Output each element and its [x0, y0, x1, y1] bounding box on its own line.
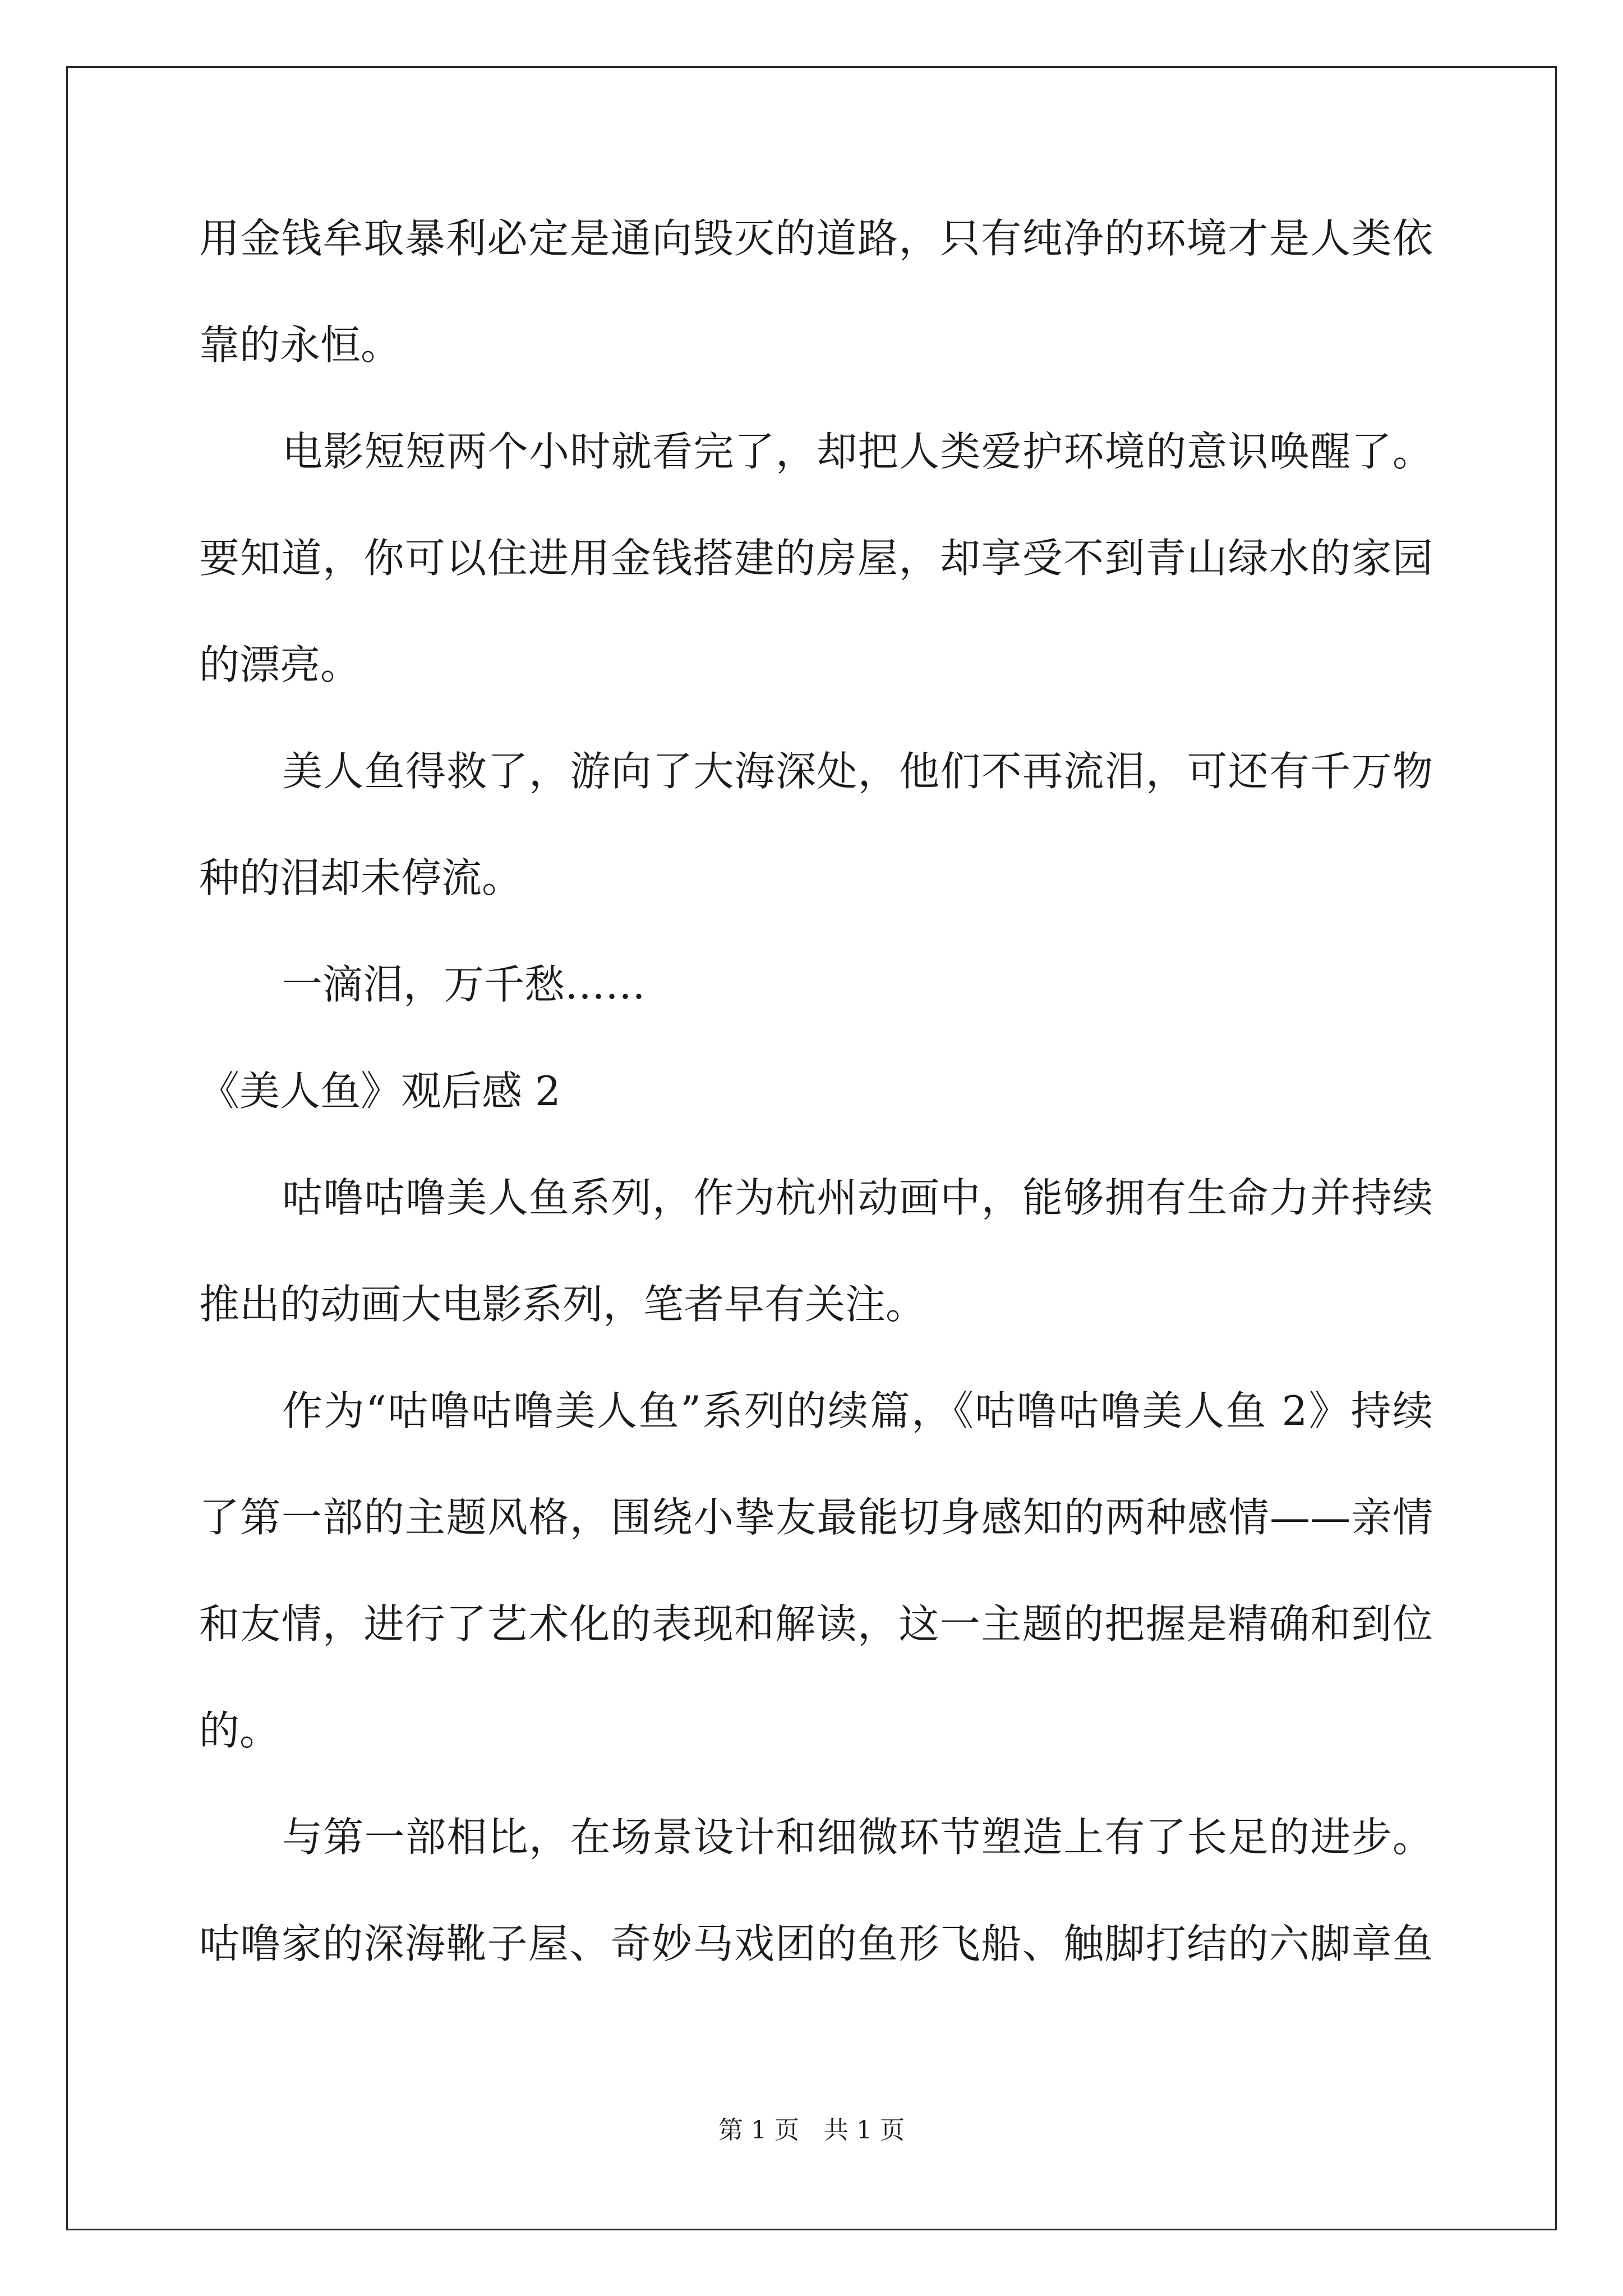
text-line: 美人鱼得救了，游向了大海深处，他们不再流泪，可还有千万物 — [282, 748, 1433, 795]
page-border — [66, 66, 1557, 2230]
text-line: 的漂亮。 — [199, 641, 361, 688]
page-footer: 第 1 页 共 1 页 — [718, 2116, 905, 2145]
text-line: 靠的永恒。 — [199, 321, 402, 369]
text-line: 一滴泪，万千愁…… — [282, 961, 646, 1008]
text-line: 要知道，你可以住进用金钱搭建的房屋，却享受不到青山绿水的家园 — [199, 535, 1433, 582]
text-line: 用金钱牟取暴利必定是通向毁灭的道路，只有纯净的环境才是人类依 — [199, 215, 1433, 262]
text-line: 作为“咕噜咕噜美人鱼”系列的续篇，《咕噜咕噜美人鱼 2》持续 — [282, 1387, 1433, 1434]
text-line: 的。 — [199, 1707, 280, 1754]
section-heading: 《美人鱼》观后感 2 — [199, 1068, 561, 1115]
text-line: 电影短短两个小时就看完了，却把人类爱护环境的意识唤醒了。 — [282, 428, 1433, 475]
text-line: 推出的动画大电影系列，笔者早有关注。 — [199, 1281, 926, 1328]
text-line: 了第一部的主题风格，围绕小挚友最能切身感知的两种感情——亲情 — [199, 1494, 1433, 1541]
text-line: 和友情，进行了艺术化的表现和解读，这一主题的把握是精确和到位 — [199, 1600, 1433, 1648]
text-line: 种的泪却未停流。 — [199, 854, 523, 901]
text-line: 咕噜咕噜美人鱼系列，作为杭州动画中，能够拥有生命力并持续 — [282, 1174, 1433, 1221]
text-line: 与第一部相比，在场景设计和细微环节塑造上有了长足的进步。 — [282, 1814, 1433, 1861]
text-line: 咕噜家的深海靴子屋、奇妙马戏团的鱼形飞船、触脚打结的六脚章鱼 — [199, 1920, 1433, 1967]
